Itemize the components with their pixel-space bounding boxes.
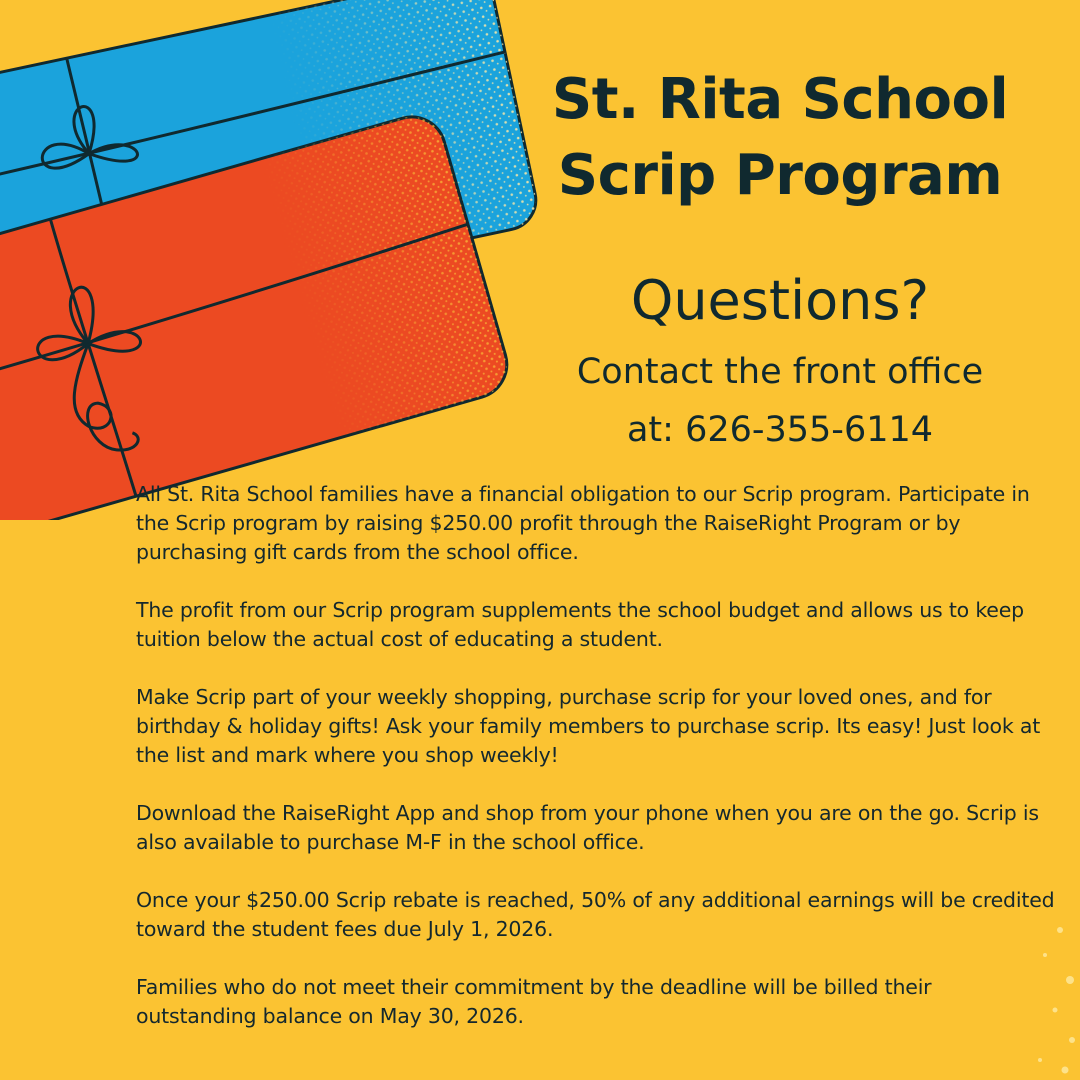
paragraph-obligation: All St. Rita School families have a financial obligation to our Scrip program. Participate in the Scrip program by raising $250.00 profit through the RaiseRight Program or by purchasing gift cards from the school office. — [136, 482, 1030, 564]
paragraph-profit: The profit from our Scrip program supplements the school budget and allows us to keep tuition below the actual cost of educating a student. — [136, 598, 1024, 651]
contact-line-1: Contact the front office — [576, 352, 984, 392]
title-line-2: Scrip Program — [557, 143, 1003, 208]
paragraph-shopping: Make Scrip part of your weekly shopping, purchase scrip for your loved ones, and for birthday & holiday gifts! Ask your family members to purchase scrip. Its easy! Just look at the list and mark where you shop weekly! — [136, 685, 1041, 767]
questions-heading: Questions? — [630, 269, 930, 332]
paragraph-app: Download the RaiseRight App and shop from your phone when you are on the go. Scrip is also available to purchase M-F in the school office. — [136, 801, 1039, 854]
title-line-1: St. Rita School — [551, 67, 1009, 132]
gift-cards-illustration — [0, 0, 540, 520]
program-details — [136, 480, 1056, 1060]
paragraph-deadline: Families who do not meet their commitment by the deadline will be billed their outstanding balance on May 30, 2026. — [136, 975, 932, 1028]
paragraph-rebate: Once your $250.00 Scrip rebate is reached, 50% of any additional earnings will be credited toward the student fees due July 1, 2026. — [136, 888, 1055, 941]
contact-phone: at: 626-355-6114 — [626, 410, 934, 450]
page-title — [520, 62, 1040, 214]
contact-info — [520, 343, 1040, 459]
